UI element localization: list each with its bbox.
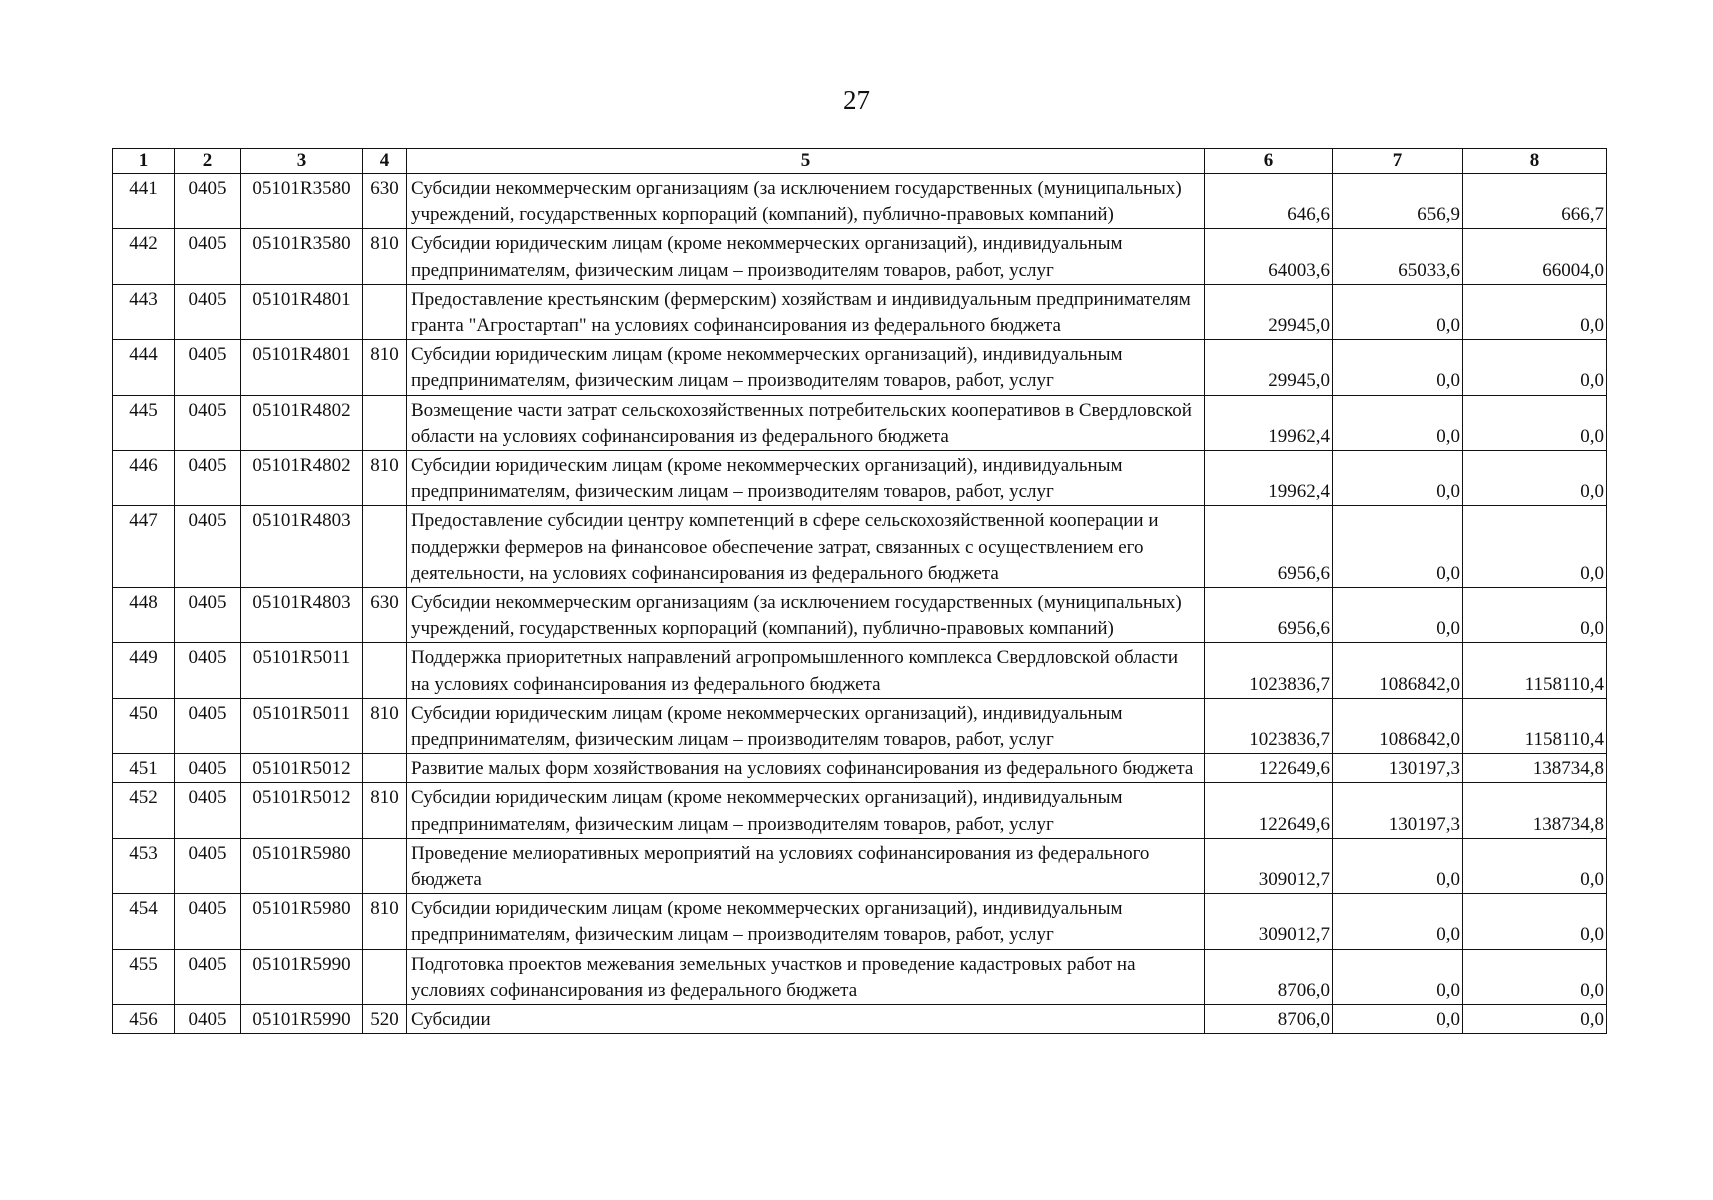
amount-col-7: 0,0: [1333, 838, 1463, 893]
expense-type: 630: [363, 588, 407, 643]
amount-col-7: 130197,3: [1333, 783, 1463, 838]
amount-col-6: 122649,6: [1205, 783, 1333, 838]
table-row: [113, 894, 1607, 949]
target-code: 05101R4801: [241, 340, 363, 395]
section-code: 0405: [175, 284, 241, 339]
table-header-row: [113, 149, 1607, 174]
section-code: 0405: [175, 838, 241, 893]
expense-type: 810: [363, 698, 407, 753]
row-number: 454: [113, 894, 175, 949]
table-row: [113, 754, 1607, 783]
table-row: [113, 284, 1607, 339]
header-cell: 3: [241, 149, 363, 174]
amount-col-8: 0,0: [1463, 1005, 1607, 1034]
amount-col-7: 0,0: [1333, 340, 1463, 395]
section-code: 0405: [175, 643, 241, 698]
amount-col-7: 0,0: [1333, 506, 1463, 588]
budget-table: [112, 148, 1607, 1034]
amount-col-6: 309012,7: [1205, 838, 1333, 893]
amount-col-8: 0,0: [1463, 506, 1607, 588]
item-name: Проведение мелиоративных мероприятий на условиях софинансирования из федерального бюджета: [407, 838, 1205, 893]
amount-col-8: 1158110,4: [1463, 698, 1607, 753]
section-code: 0405: [175, 506, 241, 588]
target-code: 05101R4803: [241, 588, 363, 643]
amount-col-8: 66004,0: [1463, 229, 1607, 284]
target-code: 05101R4801: [241, 284, 363, 339]
table-row: [113, 395, 1607, 450]
amount-col-6: 19962,4: [1205, 395, 1333, 450]
table-row: [113, 340, 1607, 395]
item-name: Субсидии: [407, 1005, 1205, 1034]
amount-col-6: 8706,0: [1205, 949, 1333, 1004]
section-code: 0405: [175, 698, 241, 753]
header-cell: 6: [1205, 149, 1333, 174]
target-code: 05101R5011: [241, 643, 363, 698]
expense-type: 810: [363, 783, 407, 838]
amount-col-8: 0,0: [1463, 451, 1607, 506]
table-row: [113, 174, 1607, 229]
row-number: 451: [113, 754, 175, 783]
amount-col-8: 0,0: [1463, 588, 1607, 643]
amount-col-6: 309012,7: [1205, 894, 1333, 949]
item-name: Субсидии юридическим лицам (кроме некоммерческих организаций), индивидуальным предпринимателям, физическим лицам – производителям товаров, работ, услуг: [407, 229, 1205, 284]
row-number: 441: [113, 174, 175, 229]
section-code: 0405: [175, 395, 241, 450]
amount-col-7: 0,0: [1333, 894, 1463, 949]
expense-type: 810: [363, 894, 407, 949]
amount-col-6: 646,6: [1205, 174, 1333, 229]
table-row: [113, 506, 1607, 588]
item-name: Возмещение части затрат сельскохозяйственных потребительских кооперативов в Свердловской области на условиях софинансирования из федерального бюджета: [407, 395, 1205, 450]
expense-type: 810: [363, 229, 407, 284]
header-cell: 5: [407, 149, 1205, 174]
amount-col-8: 0,0: [1463, 284, 1607, 339]
header-cell: 7: [1333, 149, 1463, 174]
table-row: [113, 1005, 1607, 1034]
amount-col-7: 0,0: [1333, 395, 1463, 450]
target-code: 05101R5011: [241, 698, 363, 753]
section-code: 0405: [175, 1005, 241, 1034]
amount-col-7: 1086842,0: [1333, 698, 1463, 753]
page-number: 27: [843, 85, 870, 115]
row-number: 442: [113, 229, 175, 284]
section-code: 0405: [175, 754, 241, 783]
amount-col-6: 29945,0: [1205, 340, 1333, 395]
amount-col-6: 1023836,7: [1205, 643, 1333, 698]
section-code: 0405: [175, 588, 241, 643]
row-number: 456: [113, 1005, 175, 1034]
expense-type: [363, 754, 407, 783]
expense-type: [363, 395, 407, 450]
amount-col-6: 6956,6: [1205, 588, 1333, 643]
item-name: Предоставление крестьянским (фермерским) хозяйствам и индивидуальным предпринимателям гранта "Агростартап" на условиях софинансирования из федерального бюджета: [407, 284, 1205, 339]
target-code: 05101R3580: [241, 229, 363, 284]
amount-col-7: 0,0: [1333, 1005, 1463, 1034]
amount-col-8: 666,7: [1463, 174, 1607, 229]
row-number: 444: [113, 340, 175, 395]
amount-col-6: 6956,6: [1205, 506, 1333, 588]
table-row: [113, 451, 1607, 506]
item-name: Предоставление субсидии центру компетенций в сфере сельскохозяйственной кооперации и поддержки фермеров на финансовое обеспечение затрат, связанных с осуществлением его деятельности, на условиях софинансирования из федерального бюджета: [407, 506, 1205, 588]
header-cell: 8: [1463, 149, 1607, 174]
row-number: 448: [113, 588, 175, 643]
amount-col-8: 0,0: [1463, 340, 1607, 395]
section-code: 0405: [175, 949, 241, 1004]
amount-col-8: 0,0: [1463, 894, 1607, 949]
section-code: 0405: [175, 174, 241, 229]
amount-col-6: 64003,6: [1205, 229, 1333, 284]
amount-col-8: 138734,8: [1463, 754, 1607, 783]
amount-col-7: 656,9: [1333, 174, 1463, 229]
item-name: Субсидии некоммерческим организациям (за исключением государственных (муниципальных) учреждений, государственных корпораций (компаний), публично-правовых компаний): [407, 174, 1205, 229]
amount-col-8: 0,0: [1463, 838, 1607, 893]
table-row: [113, 783, 1607, 838]
item-name: Субсидии юридическим лицам (кроме некоммерческих организаций), индивидуальным предпринимателям, физическим лицам – производителям товаров, работ, услуг: [407, 698, 1205, 753]
header-cell: 4: [363, 149, 407, 174]
amount-col-7: 0,0: [1333, 451, 1463, 506]
amount-col-7: 1086842,0: [1333, 643, 1463, 698]
row-number: 443: [113, 284, 175, 339]
section-code: 0405: [175, 229, 241, 284]
section-code: 0405: [175, 451, 241, 506]
amount-col-6: 8706,0: [1205, 1005, 1333, 1034]
amount-col-6: 122649,6: [1205, 754, 1333, 783]
table-row: [113, 229, 1607, 284]
expense-type: [363, 643, 407, 698]
item-name: Развитие малых форм хозяйствования на условиях софинансирования из федерального бюджета: [407, 754, 1205, 783]
expense-type: 630: [363, 174, 407, 229]
target-code: 05101R5990: [241, 949, 363, 1004]
expense-type: 810: [363, 340, 407, 395]
amount-col-7: 130197,3: [1333, 754, 1463, 783]
item-name: Субсидии юридическим лицам (кроме некоммерческих организаций), индивидуальным предпринимателям, физическим лицам – производителям товаров, работ, услуг: [407, 894, 1205, 949]
amount-col-7: 0,0: [1333, 284, 1463, 339]
section-code: 0405: [175, 783, 241, 838]
row-number: 449: [113, 643, 175, 698]
table-row: [113, 949, 1607, 1004]
item-name: Субсидии юридическим лицам (кроме некоммерческих организаций), индивидуальным предпринимателям, физическим лицам – производителям товаров, работ, услуг: [407, 451, 1205, 506]
row-number: 455: [113, 949, 175, 1004]
item-name: Субсидии некоммерческим организациям (за исключением государственных (муниципальных) учреждений, государственных корпораций (компаний), публично-правовых компаний): [407, 588, 1205, 643]
item-name: Поддержка приоритетных направлений агропромышленного комплекса Свердловской области на условиях софинансирования из федерального бюджета: [407, 643, 1205, 698]
row-number: 452: [113, 783, 175, 838]
target-code: 05101R5012: [241, 783, 363, 838]
target-code: 05101R4802: [241, 395, 363, 450]
target-code: 05101R3580: [241, 174, 363, 229]
amount-col-6: 19962,4: [1205, 451, 1333, 506]
section-code: 0405: [175, 340, 241, 395]
table-row: [113, 698, 1607, 753]
expense-type: [363, 284, 407, 339]
table-row: [113, 838, 1607, 893]
target-code: 05101R5990: [241, 1005, 363, 1034]
header-cell: 1: [113, 149, 175, 174]
table-row: [113, 643, 1607, 698]
expense-type: [363, 838, 407, 893]
row-number: 453: [113, 838, 175, 893]
amount-col-7: 0,0: [1333, 588, 1463, 643]
amount-col-7: 65033,6: [1333, 229, 1463, 284]
item-name: Субсидии юридическим лицам (кроме некоммерческих организаций), индивидуальным предпринимателям, физическим лицам – производителям товаров, работ, услуг: [407, 340, 1205, 395]
target-code: 05101R4803: [241, 506, 363, 588]
header-cell: 2: [175, 149, 241, 174]
expense-type: 810: [363, 451, 407, 506]
section-code: 0405: [175, 894, 241, 949]
row-number: 445: [113, 395, 175, 450]
amount-col-7: 0,0: [1333, 949, 1463, 1004]
amount-col-6: 1023836,7: [1205, 698, 1333, 753]
amount-col-6: 29945,0: [1205, 284, 1333, 339]
amount-col-8: 138734,8: [1463, 783, 1607, 838]
amount-col-8: 0,0: [1463, 949, 1607, 1004]
target-code: 05101R5980: [241, 894, 363, 949]
expense-type: [363, 506, 407, 588]
expense-type: 520: [363, 1005, 407, 1034]
table-row: [113, 588, 1607, 643]
target-code: 05101R5012: [241, 754, 363, 783]
row-number: 447: [113, 506, 175, 588]
row-number: 446: [113, 451, 175, 506]
item-name: Подготовка проектов межевания земельных участков и проведение кадастровых работ на условиях софинансирования из федерального бюджета: [407, 949, 1205, 1004]
item-name: Субсидии юридическим лицам (кроме некоммерческих организаций), индивидуальным предпринимателям, физическим лицам – производителям товаров, работ, услуг: [407, 783, 1205, 838]
target-code: 05101R4802: [241, 451, 363, 506]
target-code: 05101R5980: [241, 838, 363, 893]
row-number: 450: [113, 698, 175, 753]
expense-type: [363, 949, 407, 1004]
amount-col-8: 0,0: [1463, 395, 1607, 450]
amount-col-8: 1158110,4: [1463, 643, 1607, 698]
